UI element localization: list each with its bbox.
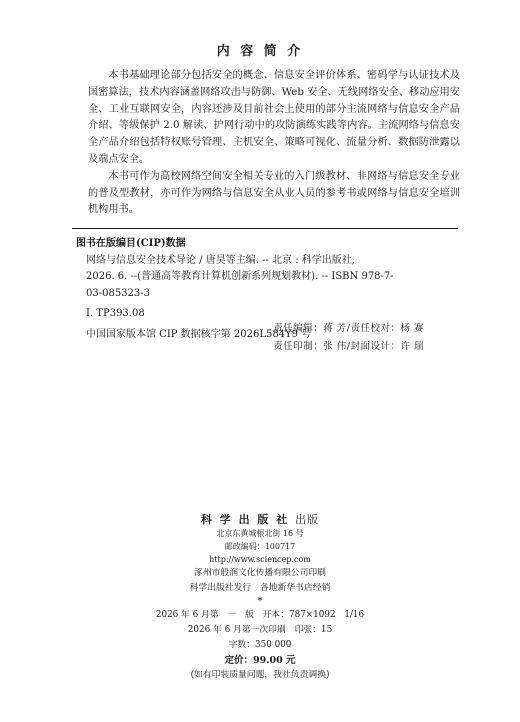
cip-line-2: 2026. 6. --(普通高等教育计算机创新系列规划教材). -- ISBN 978-7- (86, 271, 394, 282)
cip-line-3: 03-085323-3 (86, 287, 151, 299)
cip-heading: 图书在版编目(CIP)数据 (76, 238, 186, 249)
printer-line: 涿州市般润文化传播有限公司印刷 (194, 568, 326, 578)
credits-row-1: 责任编辑：蒋 芳/责任校对：杨 赛 (273, 323, 424, 334)
price: 定价：99.00 元 (224, 655, 296, 666)
page-title: 内 容 简 介 (216, 44, 304, 59)
publisher-website: http://www.sciencep.com (209, 555, 311, 564)
publisher-postcode: 邮政编码：100717 (224, 542, 296, 551)
word-count: 字数：350 000 (228, 640, 292, 650)
quality-note: (如有印装质量问题，我社负责调换) (190, 670, 330, 680)
cip-record-number: 中国国家版本馆 CIP 数据核字第 2026L584Y9 号 (86, 328, 312, 340)
publisher-address: 北京东黄城根北街 16 号 (216, 529, 304, 538)
distribution-line: 科学出版社发行 各地新华书店经销 (189, 583, 331, 593)
separator-star: * (257, 596, 263, 607)
cip-class-number: Ⅰ. TP393.08 (86, 308, 145, 319)
abstract-paragraph-2: 本书可作为高校网络空间安全相关专业的入门级教材、非网络与信息安全专业的普及型教材，亦可作为网络与信息安全从业人员的参考书或网络与信息安全培训机构用书。 (88, 170, 460, 216)
publisher-brand (0, 512, 520, 527)
publisher-block (0, 512, 520, 683)
publisher-name: 科 学 出 版 社 (200, 513, 290, 526)
abstract (88, 68, 460, 219)
cip-line-1: 网络与信息安全技术导论 / 唐昊等主编. -- 北京 : 科学出版社, (86, 254, 355, 266)
credits-row-2: 责任印制：张 伟/封面设计：许 瑞 (273, 341, 424, 352)
abstract-paragraph-1: 本书基础理论部分包括安全的概念、信息安全评价体系、密码学与认证技术及国密算法，技术内容涵盖网络攻击与防御、Web 安全、无线网络安全、移动应用安全、工业互联网安全，内容还涉及目前社会上使用的部分主流网络与信息安全产品介绍、等级保护 2.0 解读、护网行动中的攻防演练实践等内容。主流网络与信息安全产品介绍包括特权账号管理、主机安全、策略可视化、流量分析、数据防泄露以及端点安全。 (88, 70, 460, 165)
publisher-suffix: 出版 (295, 513, 320, 526)
section-divider (72, 228, 458, 229)
edition-line: 2026 年 6 月第 一 版 开本：787×1092 1/16 (155, 610, 365, 620)
editorial-credits (0, 320, 520, 356)
printing-line: 2026 年 6 月第一次印刷 印张：15 (187, 625, 333, 635)
